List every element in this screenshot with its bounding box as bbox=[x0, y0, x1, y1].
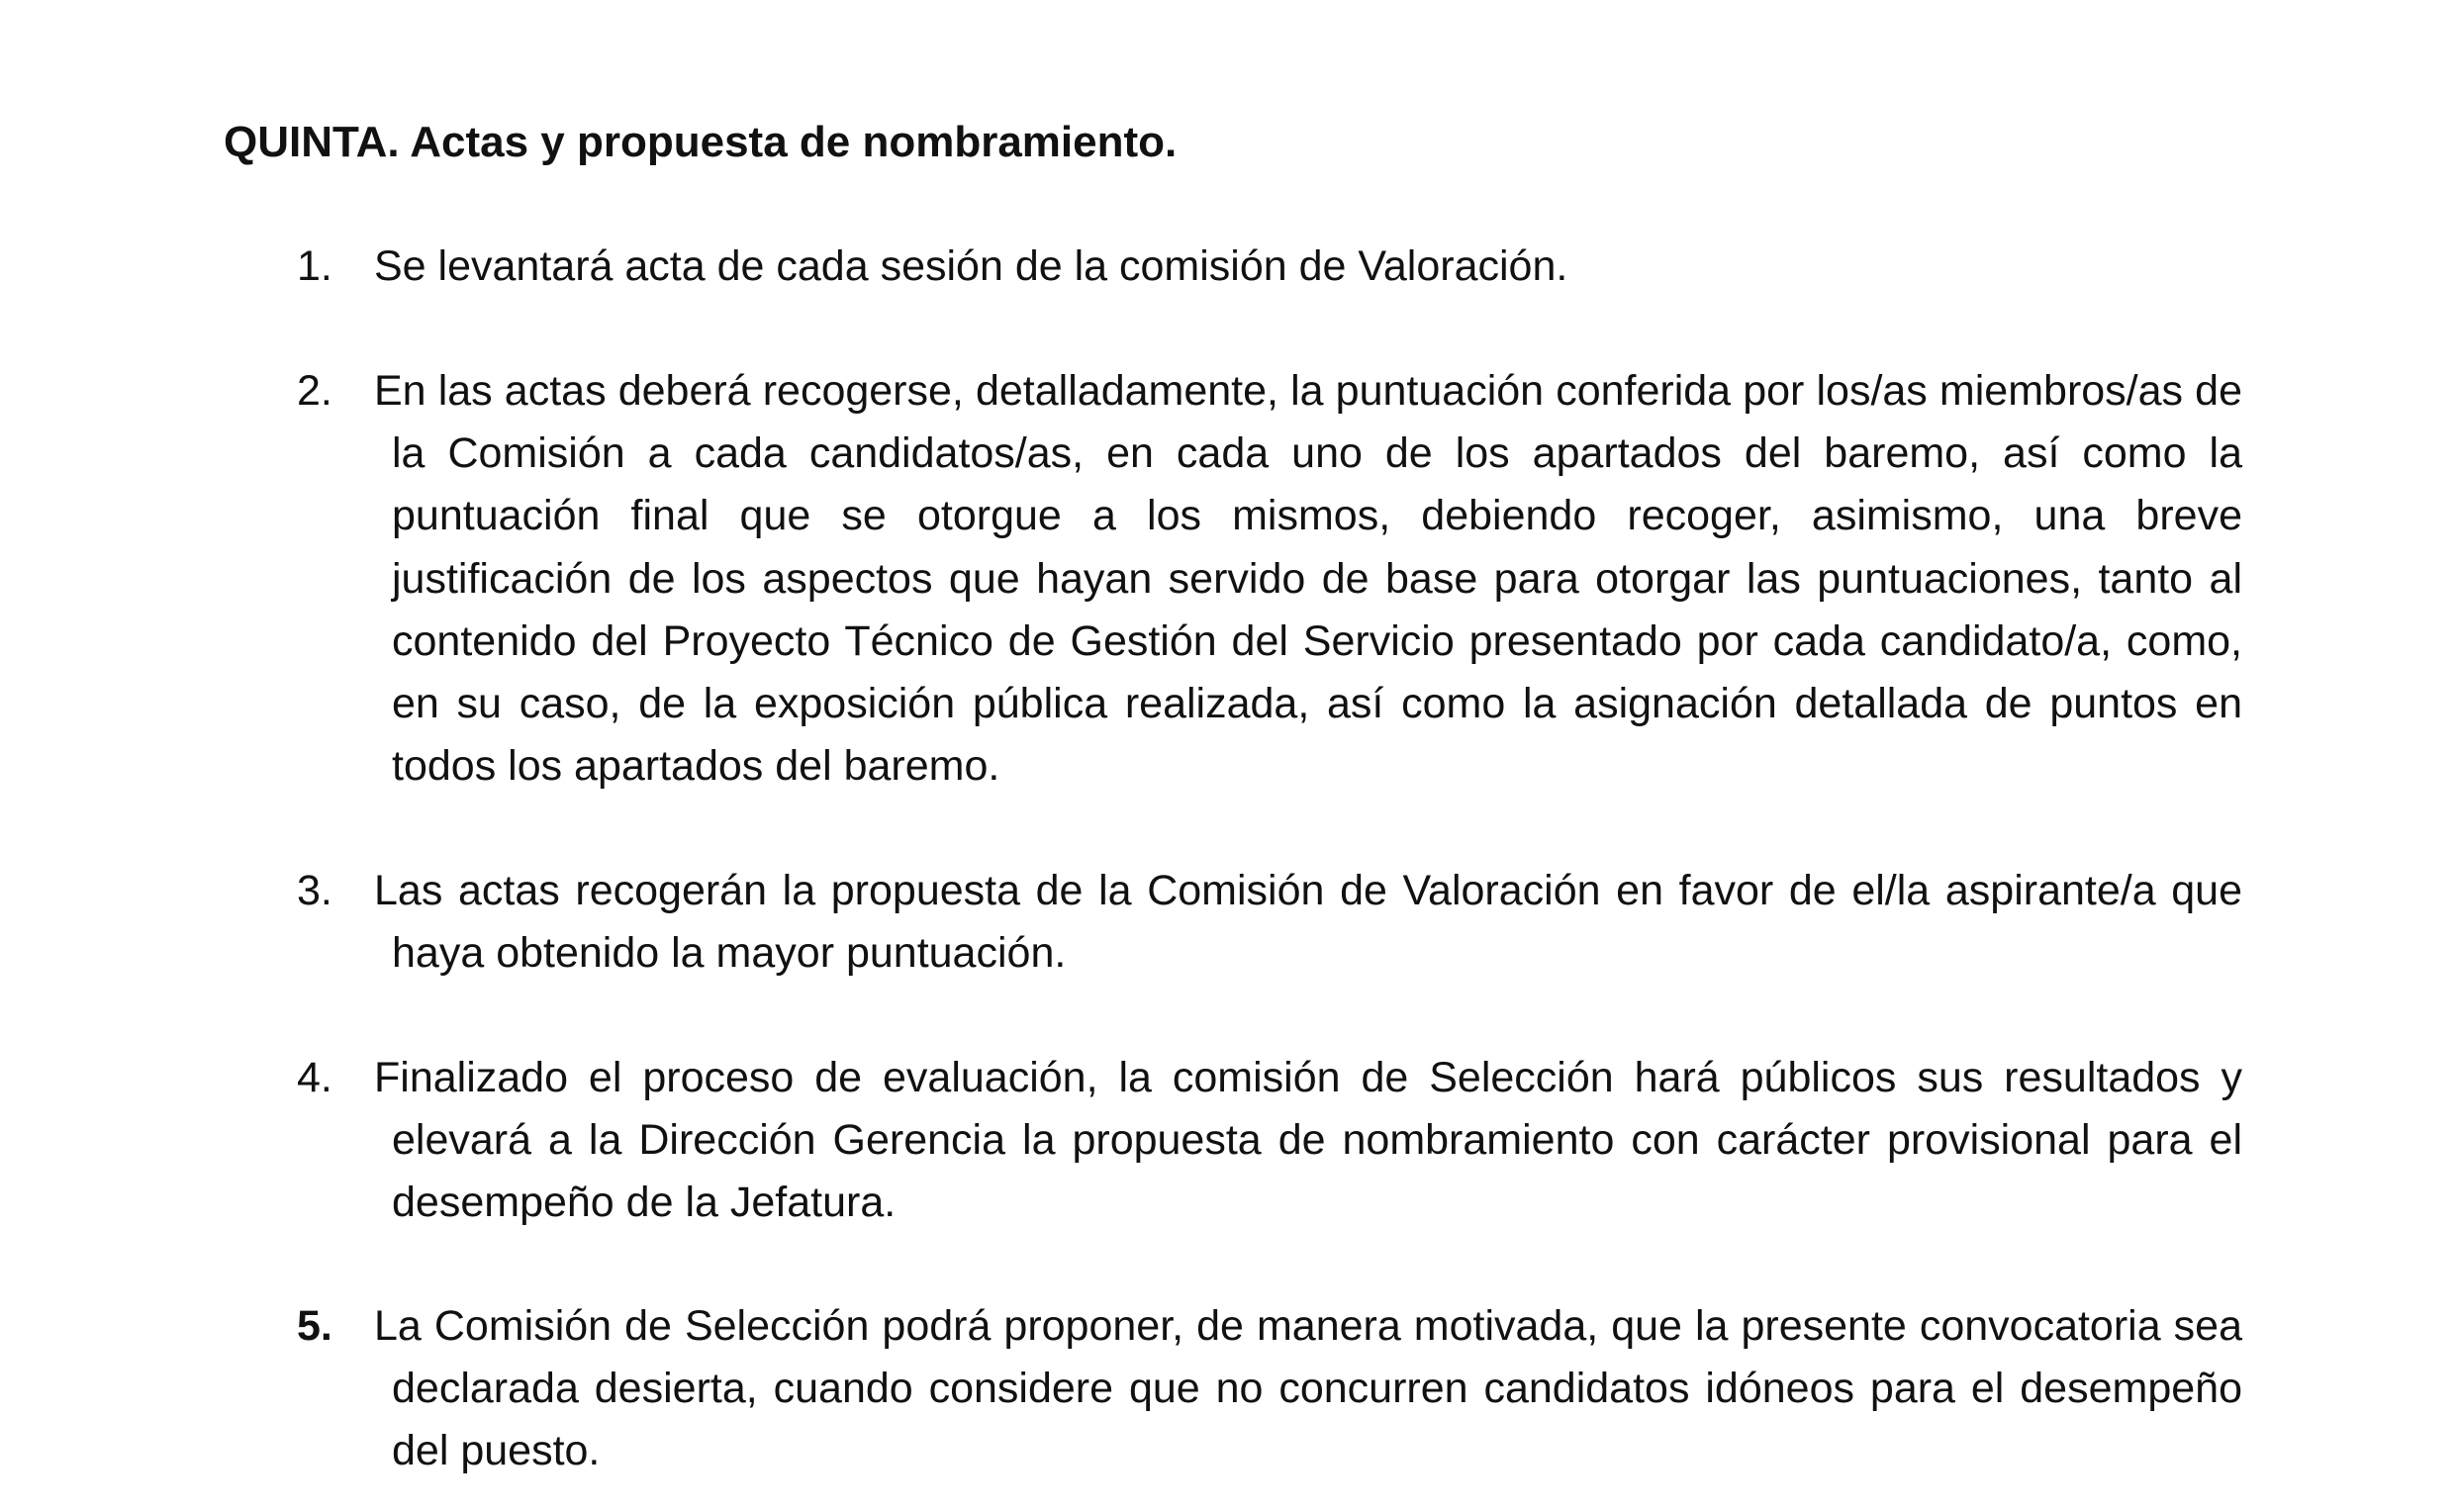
list-item-number: 5. bbox=[297, 1302, 332, 1350]
list-item-text: En las actas deberá recogerse, detalladamente, la puntuación conferida por los/as miembros/as de la Comisión a cada candidatos/as, en cada uno de los apartados del baremo, así como la puntuación final que se otorgue a los mismos, debiendo recoger, asimismo, una breve justificación de los aspectos que hayan servido de base para otorgar las puntuaciones, tanto al contenido del Proyecto Técnico de Gestión del Servicio presentado por cada candidato/a, como, en su caso, de la exposición pública realizada, así como la asignación detallada de puntos en todos los apartados del baremo. bbox=[374, 367, 2242, 791]
list-item-text: Las actas recogerán la propuesta de la Comisión de Valoración en favor de el/la aspirante/a que haya obtenido la mayor puntuación. bbox=[374, 867, 2242, 978]
list-item-text: La Comisión de Selección podrá proponer, de manera motivada, que la presente convocatoria sea declarada desierta, cuando considere que no concurren candidatos idóneos para el desempeño del puesto. bbox=[374, 1302, 2242, 1475]
list-item bbox=[297, 236, 2242, 298]
section-heading: QUINTA. Actas y propuesta de nombramiento. bbox=[224, 118, 1178, 166]
list-item-text: Finalizado el proceso de evaluación, la comisión de Selección hará públicos sus resultados y elevará a la Dirección Gerencia la propuesta de nombramiento con carácter provisional para el desempeño de la Jefatura. bbox=[374, 1054, 2242, 1227]
list-item-text: Se levantará acta de cada sesión de la comisión de Valoración. bbox=[374, 242, 1568, 290]
list-item bbox=[297, 860, 2242, 985]
list-item-number: 3. bbox=[297, 867, 332, 914]
list-item bbox=[297, 1295, 2242, 1483]
list-item-number: 4. bbox=[297, 1054, 332, 1101]
list-item-number: 1. bbox=[297, 242, 332, 290]
list-item bbox=[297, 360, 2242, 798]
list-item bbox=[297, 1047, 2242, 1235]
list-item-number: 2. bbox=[297, 367, 332, 415]
